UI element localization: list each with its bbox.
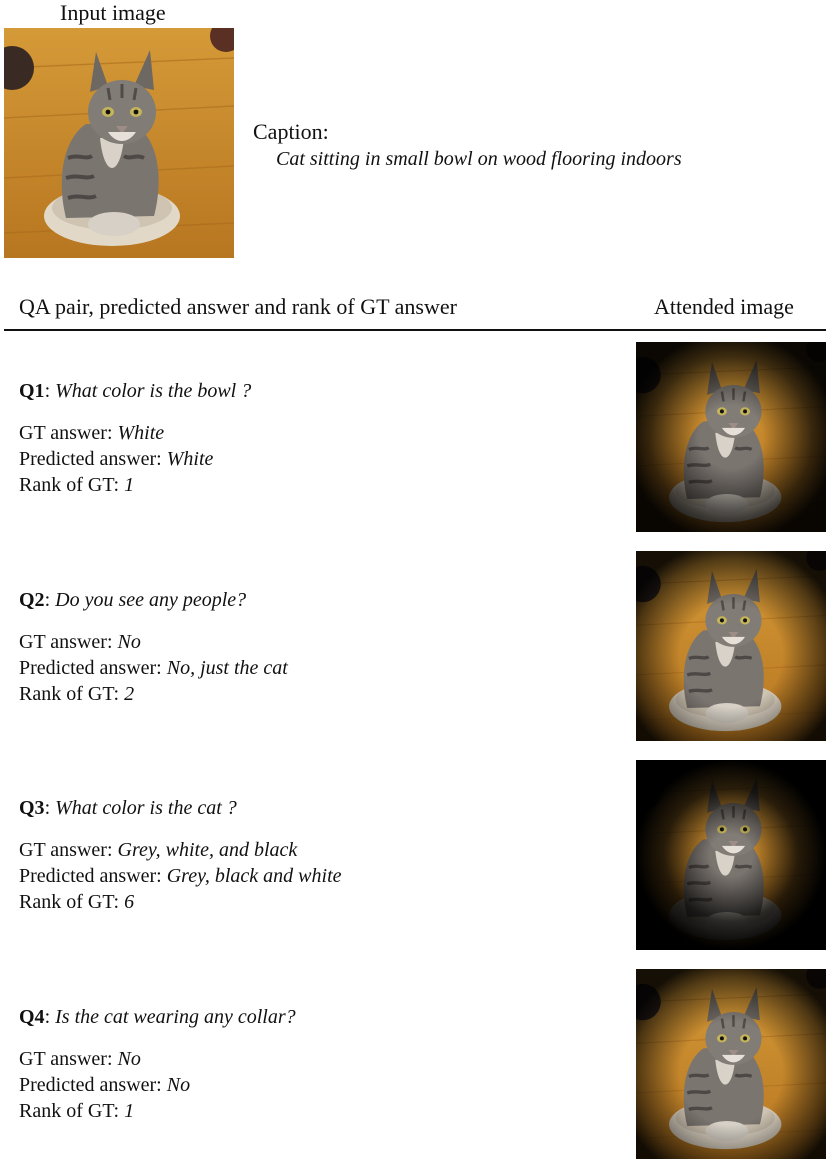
gt-answer-label: GT answer:	[19, 631, 118, 653]
qa-row-1: Q1: What color is the bowl ? GT answer: White Predicted answer: White Rank of GT: 1	[19, 380, 252, 496]
predicted-answer-value: No	[166, 1074, 191, 1096]
rank-value: 2	[124, 683, 135, 705]
predicted-answer-value: Grey, black and white	[166, 865, 342, 887]
gt-answer-label: GT answer:	[19, 1048, 118, 1070]
gt-answer-label: GT answer:	[19, 839, 118, 861]
attended-image-column-header: Attended image	[654, 294, 794, 319]
qa-row-2: Q2: Do you see any people? GT answer: No Predicted answer: No, just the cat Rank of GT: 2	[19, 589, 288, 705]
qa-column-header: QA pair, predicted answer and rank of GT answer	[19, 294, 457, 319]
question-id: Q2	[19, 589, 45, 611]
attended-image-q1	[636, 342, 826, 532]
gt-answer-value: No	[117, 631, 141, 653]
gt-answer-value: Grey, white, and black	[117, 839, 298, 861]
header-rule	[4, 329, 826, 331]
question-id: Q3	[19, 797, 45, 819]
attended-image-q3	[636, 760, 826, 950]
gt-answer-value: No	[117, 1048, 141, 1070]
predicted-answer-label: Predicted answer:	[19, 657, 167, 679]
predicted-answer-label: Predicted answer:	[19, 1074, 167, 1096]
attended-image-q2	[636, 551, 826, 741]
caption-text: Cat sitting in small bowl on wood flooring indoors	[276, 148, 682, 170]
predicted-answer-value: No, just the cat	[166, 657, 288, 679]
question-text: What color is the bowl ?	[55, 380, 252, 402]
question-id: Q4	[19, 1006, 45, 1028]
gt-answer-value: White	[117, 422, 165, 444]
rank-label: Rank of GT:	[19, 474, 125, 496]
predicted-answer-label: Predicted answer:	[19, 865, 167, 887]
attended-image-q4	[636, 969, 826, 1159]
predicted-answer-value: White	[166, 448, 214, 470]
rank-value: 1	[124, 1100, 135, 1122]
rank-value: 6	[124, 891, 135, 913]
caption-label: Caption:	[253, 119, 329, 144]
input-image-title: Input image	[60, 0, 166, 25]
qa-row-3: Q3: What color is the cat ? GT answer: Grey, white, and black Predicted answer: Grey, black and white Rank of GT: 6	[19, 797, 342, 913]
question-text: What color is the cat ?	[55, 797, 237, 819]
predicted-answer-label: Predicted answer:	[19, 448, 167, 470]
question-id: Q1	[19, 380, 45, 402]
rank-label: Rank of GT:	[19, 1100, 125, 1122]
question-text: Do you see any people?	[55, 589, 247, 611]
rank-label: Rank of GT:	[19, 683, 125, 705]
rank-value: 1	[124, 474, 135, 496]
input-cat-image	[4, 28, 234, 258]
gt-answer-label: GT answer:	[19, 422, 118, 444]
qa-row-4: Q4: Is the cat wearing any collar? GT answer: No Predicted answer: No Rank of GT: 1	[19, 1006, 296, 1122]
rank-label: Rank of GT:	[19, 891, 125, 913]
question-text: Is the cat wearing any collar?	[55, 1006, 296, 1028]
